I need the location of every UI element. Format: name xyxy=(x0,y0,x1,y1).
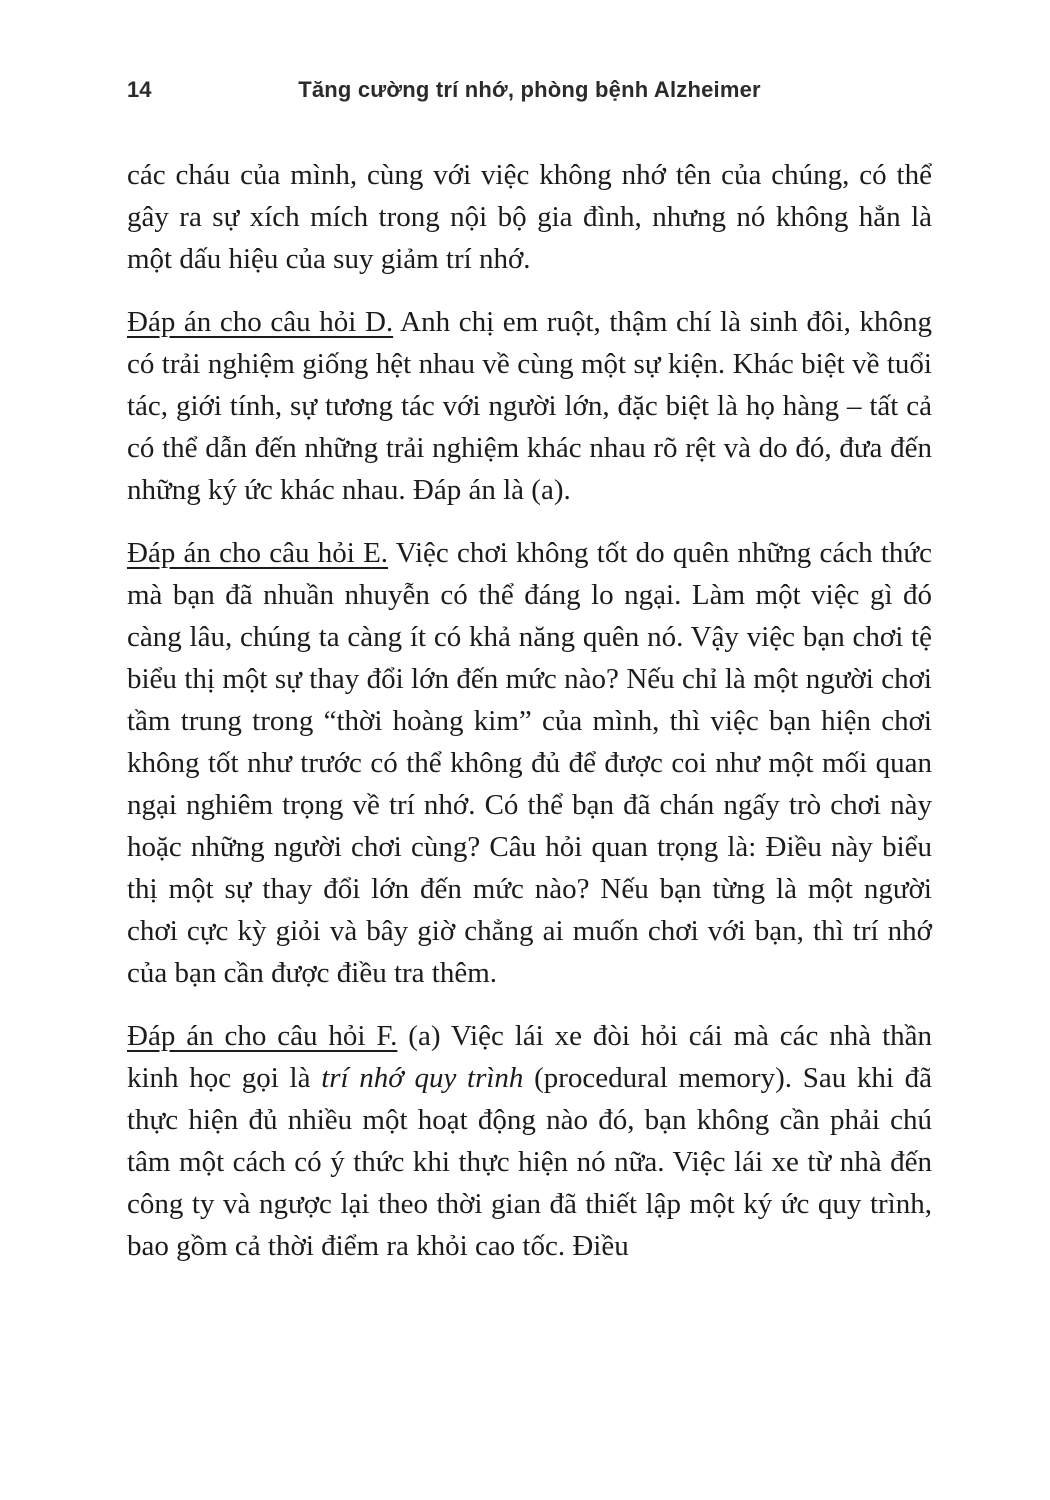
answer-lead-d: Đáp án cho câu hỏi D. xyxy=(127,306,394,338)
paragraph-answer-d xyxy=(127,301,932,511)
paragraph-continuation xyxy=(127,154,932,280)
answer-lead-f: Đáp án cho câu hỏi F. xyxy=(127,1020,398,1052)
paragraph-text: (a) Việc lái xe đòi hỏi cái mà các nhà thần kinh học gọi là xyxy=(127,1020,932,1094)
paragraph-text: (procedural memory). Sau khi đã thực hiện đủ nhiều một hoạt động nào đó, bạn không cần phải chú tâm một cách có ý thức khi thực hiện nó nữa. Việc lái xe từ nhà đến công ty và ngược lại theo thời gian đã thiết lập một ký ức quy trình, bao gồm cả thời điểm ra khỏi cao tốc. Điều xyxy=(127,1062,933,1262)
running-title: Tăng cường trí nhớ, phòng bệnh Alzheimer xyxy=(298,77,761,102)
page-number: 14 xyxy=(127,77,152,102)
paragraph-text: các cháu của mình, cùng với việc không nhớ tên của chúng, có thể gây ra sự xích mích trong nội bộ gia đình, nhưng nó không hẳn là một dấu hiệu của suy giảm trí nhớ. xyxy=(127,159,932,275)
paragraph-answer-e xyxy=(127,532,932,994)
page-body xyxy=(127,154,932,1267)
paragraph-text: Anh chị em ruột, thậm chí là sinh đôi, không có trải nghiệm giống hệt nhau về cùng một sự kiện. Khác biệt về tuổi tác, giới tính, sự tương tác với người lớn, đặc biệt là họ hàng – tất cả có thể dẫn đến những trải nghiệm khác nhau rõ rệt và do đó, đưa đến những ký ức khác nhau. Đáp án là (a). xyxy=(127,306,932,506)
italic-term: trí nhớ quy trình xyxy=(321,1062,524,1094)
answer-lead-e: Đáp án cho câu hỏi E. xyxy=(127,537,389,569)
page-header xyxy=(127,76,932,104)
paragraph-text: Việc chơi không tốt do quên những cách thức mà bạn đã nhuần nhuyễn có thể đáng lo ngại. Làm một việc gì đó càng lâu, chúng ta càng ít có khả năng quên nó. Vậy việc bạn chơi tệ biểu thị một sự thay đổi lớn đến mức nào? Nếu chỉ là một người chơi tầm trung trong “thời hoàng kim” của mình, thì việc bạn hiện chơi không tốt như trước có thể không đủ để được coi như một mối quan ngại nghiêm trọng về trí nhớ. Có thể bạn đã chán ngấy trò chơi này hoặc những người chơi cùng? Câu hỏi quan trọng là: Điều này biểu thị một sự thay đổi lớn đến mức nào? Nếu bạn từng là một người chơi cực kỳ giỏi và bây giờ chẳng ai muốn chơi với bạn, thì trí nhớ của bạn cần được điều tra thêm. xyxy=(127,537,932,989)
paragraph-answer-f xyxy=(127,1015,932,1267)
